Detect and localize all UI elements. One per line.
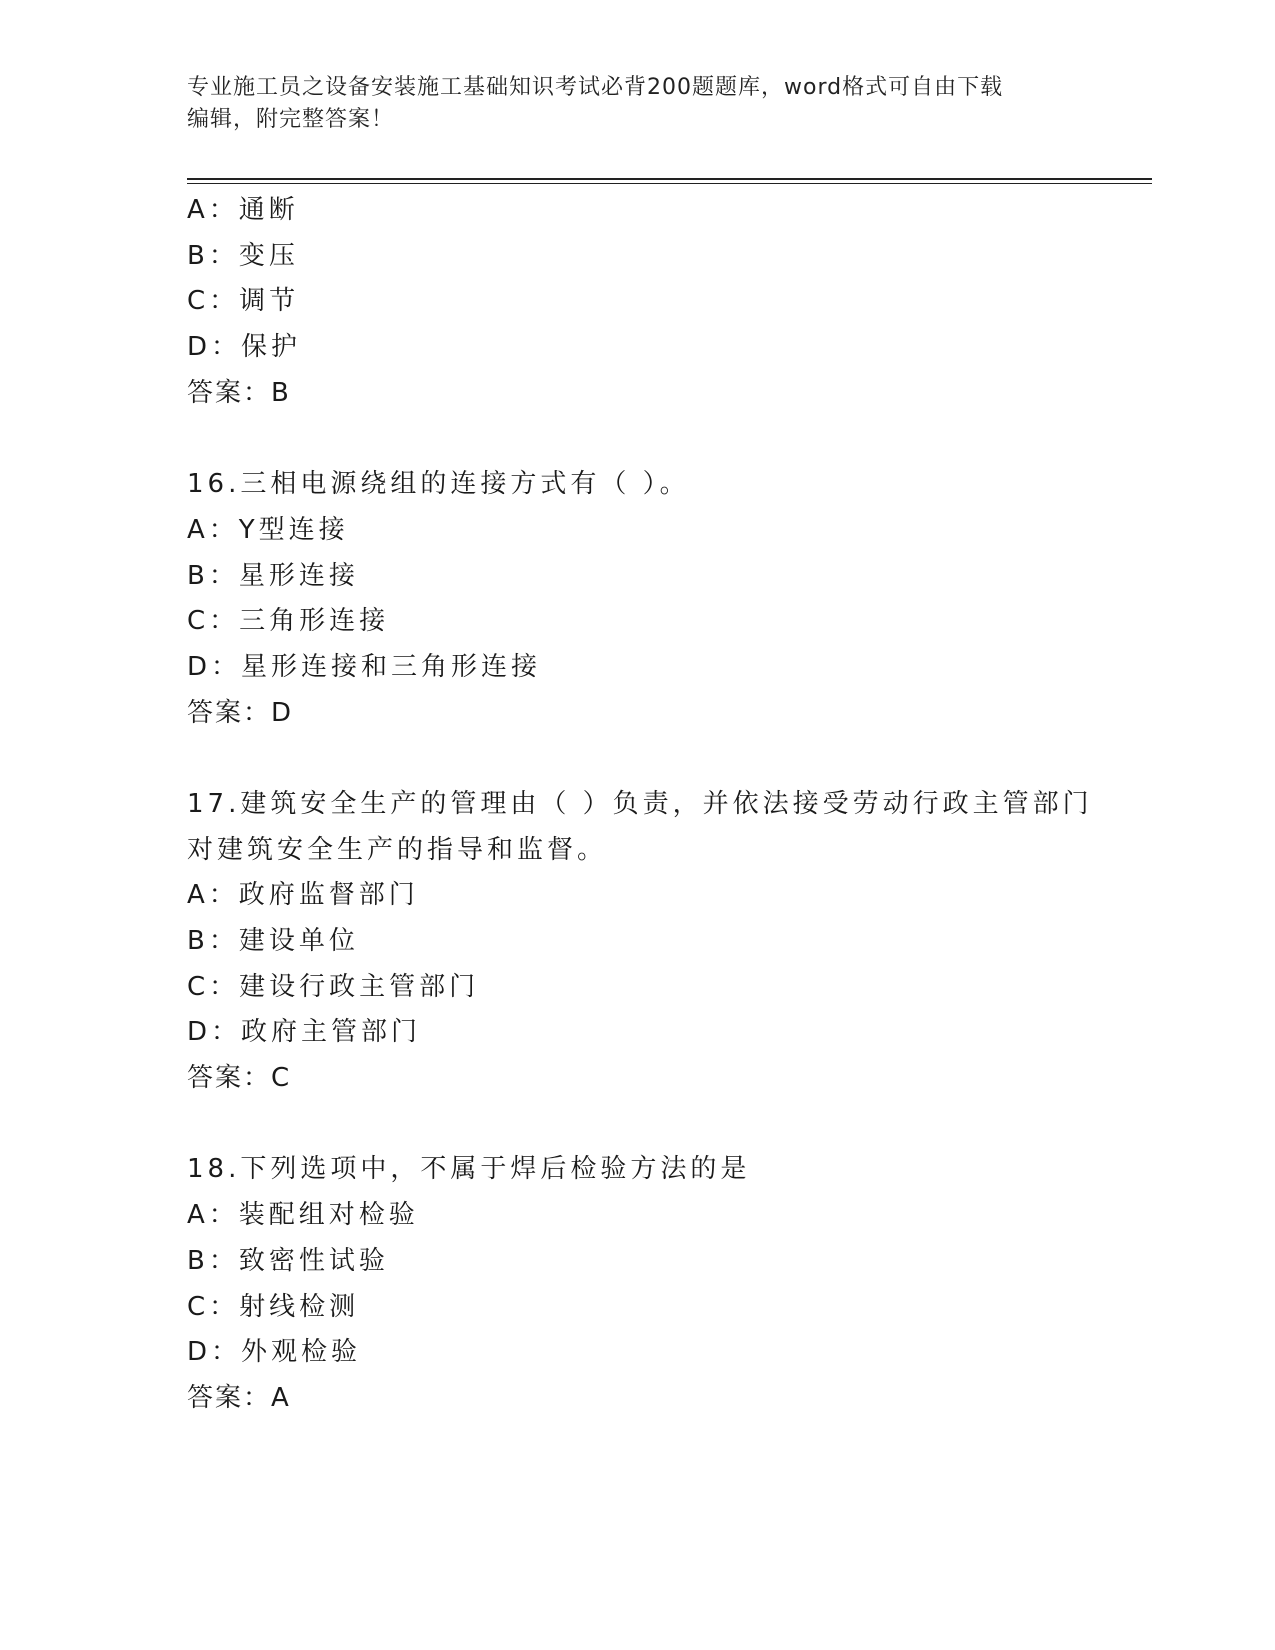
option-b: B：星形连接 bbox=[187, 560, 359, 591]
answer-line: 答案：D bbox=[187, 697, 294, 728]
option-b: B：致密性试验 bbox=[187, 1245, 389, 1276]
spacer bbox=[187, 416, 1152, 462]
question-stem: 16.三相电源绕组的连接方式有（ ）。 bbox=[187, 469, 690, 500]
option-d: D：星形连接和三角形连接 bbox=[187, 651, 542, 682]
option-c: C：三角形连接 bbox=[187, 606, 390, 637]
question-15-continued bbox=[187, 188, 1152, 416]
header-text-line2: 编辑，附完整答案！ bbox=[187, 107, 395, 132]
option-d: D：外观检验 bbox=[187, 1337, 362, 1368]
question-17 bbox=[187, 782, 1152, 1102]
option-d: D：政府主管部门 bbox=[187, 1017, 422, 1048]
question-18 bbox=[187, 1147, 1152, 1421]
option-c: C：射线检测 bbox=[187, 1291, 360, 1322]
option-b: B：变压 bbox=[187, 240, 299, 271]
option-a: A：政府监督部门 bbox=[187, 880, 419, 911]
answer-line: 答案：B bbox=[187, 377, 291, 408]
question-stem: 18.下列选项中，不属于焊后检验方法的是 bbox=[187, 1154, 751, 1185]
spacer bbox=[187, 1102, 1152, 1148]
option-a: A：Y型连接 bbox=[187, 514, 349, 545]
page-header bbox=[187, 72, 1067, 136]
question-stem-line2: 对建筑安全生产的指导和监督。 bbox=[187, 834, 608, 865]
header-divider-thick bbox=[187, 178, 1152, 180]
option-a: A：装配组对检验 bbox=[187, 1200, 419, 1231]
header-divider-thin bbox=[187, 183, 1152, 184]
option-b: B：建设单位 bbox=[187, 926, 359, 956]
option-a: A：通断 bbox=[187, 195, 299, 225]
option-c: C：调节 bbox=[187, 286, 300, 317]
question-list bbox=[187, 188, 1152, 1422]
option-d: D：保护 bbox=[187, 332, 302, 363]
question-stem-line1: 17.建筑安全生产的管理由（ ）负责，并依法接受劳动行政主管部门 bbox=[187, 788, 1093, 819]
answer-line: 答案：C bbox=[187, 1063, 292, 1094]
question-16 bbox=[187, 462, 1152, 736]
spacer bbox=[187, 736, 1152, 782]
answer-line: 答案：A bbox=[187, 1382, 291, 1413]
option-c: C：建设行政主管部门 bbox=[187, 971, 480, 1002]
header-text-line1: 专业施工员之设备安装施工基础知识考试必背200题题库，word格式可自由下载 bbox=[187, 75, 1004, 100]
